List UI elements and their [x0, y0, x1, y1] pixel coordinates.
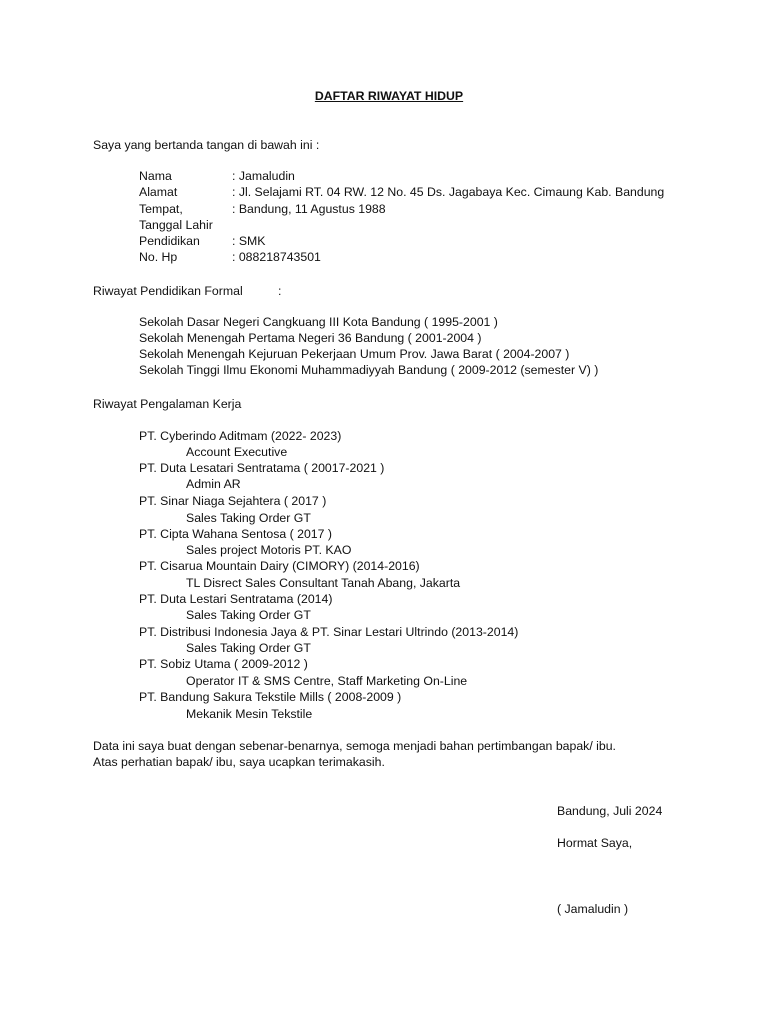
education-item: Sekolah Menengah Kejuruan Pekerjaan Umum Prov. Jawa Barat ( 2004-2007 ): [139, 347, 570, 361]
closing-thanks: Atas perhatian bapak/ ibu, saya ucapkan terimakasih.: [93, 755, 385, 769]
address-value: : Jl. Selajami RT. 04 RW. 12 No. 45 Ds. Jagabaya Kec. Cimaung Kab. Bandung: [232, 185, 665, 199]
work-role: Mekanik Mesin Tekstile: [186, 707, 313, 721]
work-role: Sales project Motoris PT. KAO: [186, 543, 352, 557]
signature-name: ( Jamaludin ): [557, 902, 629, 916]
education-item: Sekolah Dasar Negeri Cangkuang III Kota Bandung ( 1995-2001 ): [139, 315, 498, 329]
address-label: Alamat: [139, 185, 178, 199]
place-date: Bandung, Juli 2024: [557, 804, 663, 818]
work-role: Sales Taking Order GT: [186, 641, 311, 655]
education-value: : SMK: [232, 234, 266, 248]
education-heading-colon: :: [278, 284, 282, 298]
work-company: PT. Sinar Niaga Sejahtera ( 2017 ): [139, 494, 327, 508]
birth-label-line2: Tanggal Lahir: [139, 218, 213, 232]
work-role: Operator IT & SMS Centre, Staff Marketing On-Line: [186, 674, 468, 688]
closing-statement: Data ini saya buat dengan sebenar-benarnya, semoga menjadi bahan pertimbangan bapak/ ibu.: [93, 739, 616, 753]
education-heading: Riwayat Pendidikan Formal: [93, 284, 243, 298]
phone-value: : 088218743501: [232, 250, 321, 264]
education-item: Sekolah Menengah Pertama Negeri 36 Bandung ( 2001-2004 ): [139, 331, 482, 345]
intro-text: Saya yang bertanda tangan di bawah ini :: [93, 138, 320, 152]
work-company: PT. Cyberindo Aditmam (2022- 2023): [139, 429, 342, 443]
work-role: Sales Taking Order GT: [186, 608, 311, 622]
work-heading: Riwayat Pengalaman Kerja: [93, 397, 242, 411]
birth-value: : Bandung, 11 Agustus 1988: [232, 202, 386, 216]
work-company: PT. Cisarua Mountain Dairy (CIMORY) (2014-2016): [139, 559, 420, 573]
phone-label: No. Hp: [139, 250, 178, 264]
work-company: PT. Sobiz Utama ( 2009-2012 ): [139, 657, 308, 671]
work-role: Admin AR: [186, 477, 241, 491]
name-value: : Jamaludin: [232, 169, 295, 183]
work-company: PT. Duta Lestari Sentratama (2014): [139, 592, 333, 606]
work-company: PT. Distribusi Indonesia Jaya & PT. Sinar Lestari Ultrindo (2013-2014): [139, 625, 519, 639]
education-label: Pendidikan: [139, 234, 200, 248]
name-label: Nama: [139, 169, 172, 183]
education-item: Sekolah Tinggi Ilmu Ekonomi Muhammadiyyah Bandung ( 2009-2012 (semester V) ): [139, 363, 599, 377]
work-role: Account Executive: [186, 445, 288, 459]
work-company: PT. Cipta Wahana Sentosa ( 2017 ): [139, 527, 332, 541]
document-title: DAFTAR RIWAYAT HIDUP: [314, 89, 464, 103]
work-role: Sales Taking Order GT: [186, 511, 311, 525]
work-role: TL Disrect Sales Consultant Tanah Abang, Jakarta: [186, 576, 461, 590]
work-company: PT. Duta Lesatari Sentratama ( 20017-2021 ): [139, 461, 385, 475]
regards: Hormat Saya,: [557, 836, 633, 850]
work-company: PT. Bandung Sakura Tekstile Mills ( 2008-2009 ): [139, 690, 402, 704]
birth-label-line1: Tempat,: [139, 202, 183, 216]
